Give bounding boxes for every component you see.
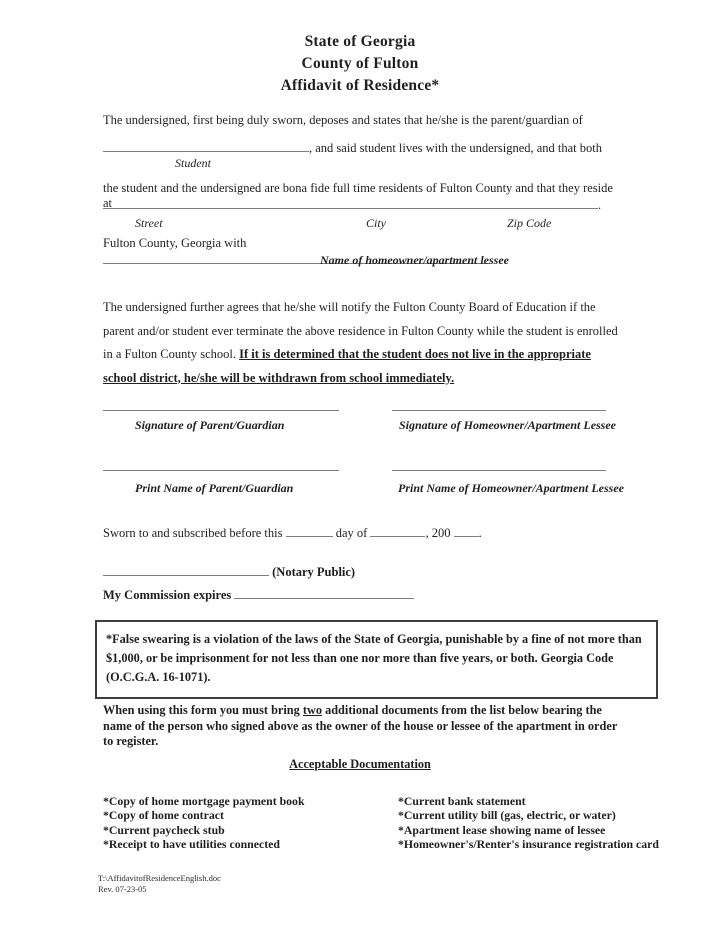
sworn-200-text: , 200 (425, 525, 451, 540)
doc-item: *Copy of home mortgage payment book (103, 794, 305, 808)
signature-homeowner-line (392, 409, 606, 411)
doc-item: *Receipt to have utilities connected (103, 837, 280, 852)
commission-label: My Commission expires (103, 587, 232, 602)
sworn-month-blank (370, 524, 425, 537)
address-blank (103, 196, 598, 209)
sworn-year-blank (454, 524, 479, 537)
notary-label: (Notary Public) (272, 564, 356, 579)
title-county: County of Fulton (301, 55, 419, 72)
print-homeowner-label: Print Name of Homeowner/Apartment Lessee (398, 481, 624, 495)
zip-code-label: Zip Code (507, 216, 552, 230)
sworn-before-text: Sworn to and subscribed before this (103, 525, 283, 540)
docs-right-column (398, 794, 659, 852)
sworn-day-of-text: day of (335, 525, 368, 540)
paragraph-deposes (103, 113, 623, 128)
signature-homeowner-label: Signature of Homeowner/Apartment Lessee (399, 418, 617, 432)
print-parent-label: Print Name of Parent/Guardian (135, 481, 294, 495)
student-label: Student (175, 156, 211, 170)
city-label: City (366, 216, 386, 230)
doc-item: *Current bank statement (398, 794, 526, 808)
footer-revision: Rev. 07-23-05 (98, 884, 147, 894)
para1-line2: , and said student lives with the undersigned, and that both (309, 140, 603, 155)
print-parent-line (103, 469, 339, 471)
sworn-period: . (478, 525, 482, 540)
footer-filepath: T:\AffidavitofResidenceEnglish.doc (98, 873, 221, 883)
print-homeowner-line (392, 469, 606, 471)
signature-parent-label: Signature of Parent/Guardian (135, 418, 285, 432)
paragraph-notify (103, 296, 618, 390)
commission-date-blank (234, 586, 414, 599)
doc-item: *Current utility bill (gas, electric, or water) (398, 808, 616, 823)
notary-line (103, 563, 623, 580)
instructions-paragraph (103, 703, 618, 750)
homeowner-label: Name of homeowner/apartment lessee (320, 253, 509, 267)
fulton-with-text: Fulton County, Georgia with (103, 236, 247, 250)
doc-item: *Copy of home contract (103, 808, 224, 823)
address-blank-line (103, 196, 623, 213)
document-footer (98, 873, 221, 895)
doc-item: *Homeowner's/Renter's insurance registration card (398, 837, 659, 852)
sworn-line (103, 524, 623, 541)
signature-parent-line (103, 409, 339, 411)
para1-line1: The undersigned, first being duly sworn, deposes and states that he/she is the parent/guardian of (103, 113, 583, 127)
para3-normal: The undersigned further agrees that he/she will notify the Fulton County Board of Education if the parent and/or student ever terminate the above residence in Fulton County while the student is enrolled in a Fulton County school. (103, 300, 618, 361)
doc-item: *Current paycheck stub (103, 822, 225, 837)
title-state: State of Georgia (304, 33, 416, 50)
para3-bold-underlined: If it is determined that the student does not live in the appropriate school district, he/she will be withdrawn from school immediately. (103, 347, 591, 385)
title-affidavit: Affidavit of Residence* (280, 77, 440, 94)
instructions-two: two (302, 703, 322, 717)
address-period: . (598, 197, 602, 212)
sworn-day-blank (286, 524, 333, 537)
doc-item: *Apartment lease showing name of lessee (398, 822, 606, 837)
notary-signature-blank (103, 563, 269, 576)
instructions-after: additional documents from the list below bearing the name of the person who signed above as the owner of the house or lessee of the apartment in order to register. (103, 703, 618, 748)
instructions-before: When using this form you must bring (103, 703, 303, 717)
docs-left-column (103, 794, 305, 852)
student-blank-line (103, 139, 623, 156)
false-swearing-warning-box: *False swearing is a violation of the laws of the State of Georgia, punishable by a fine of not more than $1,000, or be imprisonment for not less than one nor more than five years, or both. Georgia Code (O.C.G.A. 16-1071). (95, 620, 658, 699)
acceptable-documentation-heading: Acceptable Documentation (289, 757, 431, 771)
commission-line (103, 586, 623, 603)
street-label: Street (135, 216, 163, 230)
paragraph-residents: the student and the undersigned are bona fide full time residents of Fulton County and that they reside at (103, 181, 613, 210)
student-name-blank (103, 139, 309, 152)
document-title-block (0, 31, 720, 97)
